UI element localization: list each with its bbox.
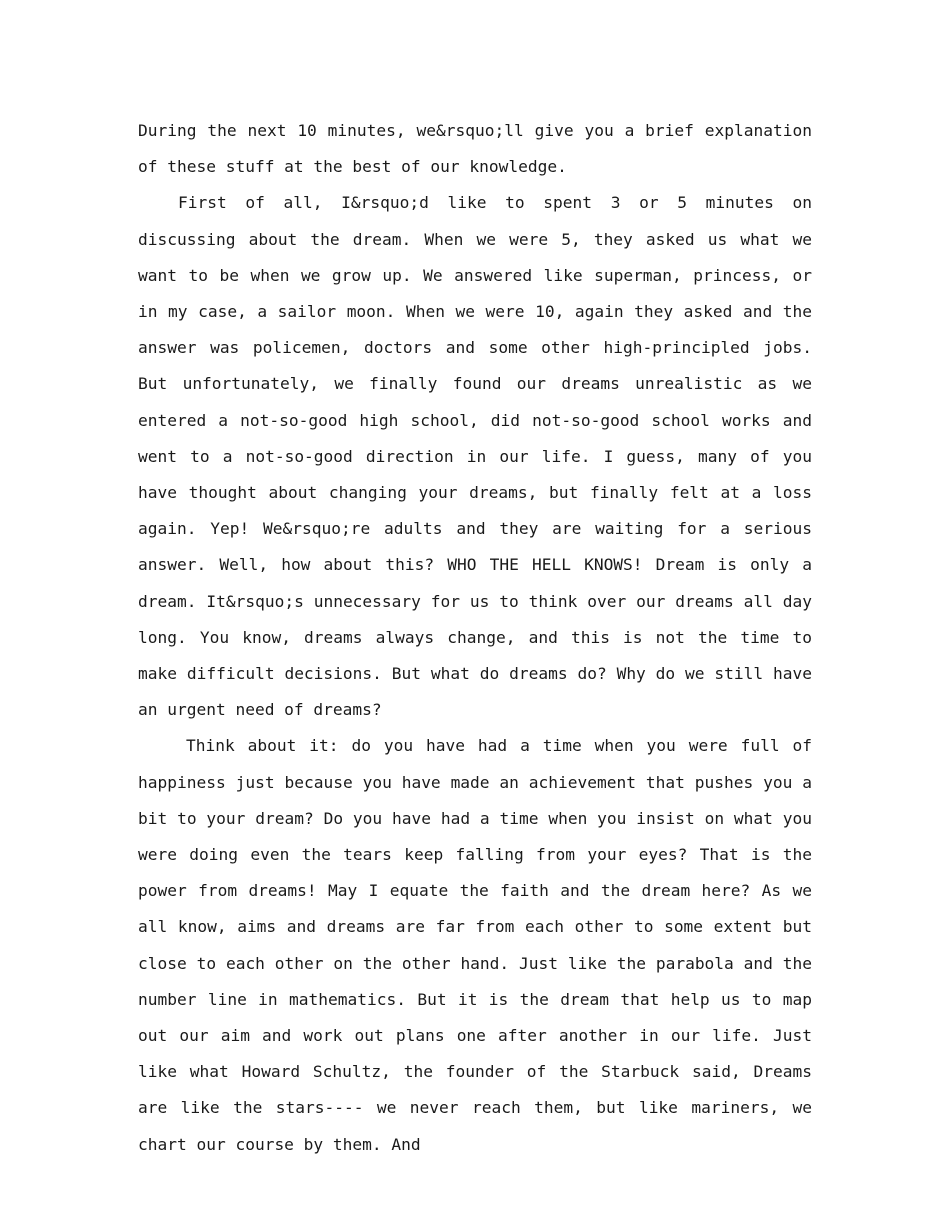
paragraph-intro: During the next 10 minutes, we&rsquo;ll give you a brief explanation of these stuff at the best of our knowledge. [138,121,812,177]
paragraph-dream-discussion: First of all, I&rsquo;d like to spent 3 or 5 minutes on discussing about the dream. When we were 5, they asked us what we want to be when we grow up. We answered like superman, princess, or in my case, a sailor moon. When we were 10, again they asked and the answer was policemen, doctors and some other high-principled jobs. But unfortunately, we finally found our dreams unrealistic as we entered a not-so-good high school, did not-so-good school works and went to a not-so-good direction in our life. I guess, many of you have thought about changing your dreams, but finally felt at a loss again. Yep! We&rsquo;re adults and they are waiting for a serious answer. Well, how about this? WHO THE HELL KNOWS! Dream is only a dream. It&rsquo;s unnecessary for us to think over our dreams all day long. You know, dreams always change, and this is not the time to make difficult decisions. But what do dreams do? Why do we still have an urgent need of dreams? [138,193,812,720]
paragraph-power-of-dreams: Think about it: do you have had a time when you were full of happiness just because you have made an achievement that pushes you a bit to your dream? Do you have had a time when you insist on what you were doing even the tears keep falling from your eyes? That is the power from dreams! May I equate the faith and the dream here? As we all know, aims and dreams are far from each other to some extent but close to each other on the other hand. Just like the parabola and the number line in mathematics. But it is the dream that help us to map out our aim and work out plans one after another in our life. Just like what Howard Schultz, the founder of the Starbuck said, Dreams are like the stars---- we never reach them, but like mariners, we chart our course by them. And [138,736,812,1154]
document-body [138,113,812,1163]
